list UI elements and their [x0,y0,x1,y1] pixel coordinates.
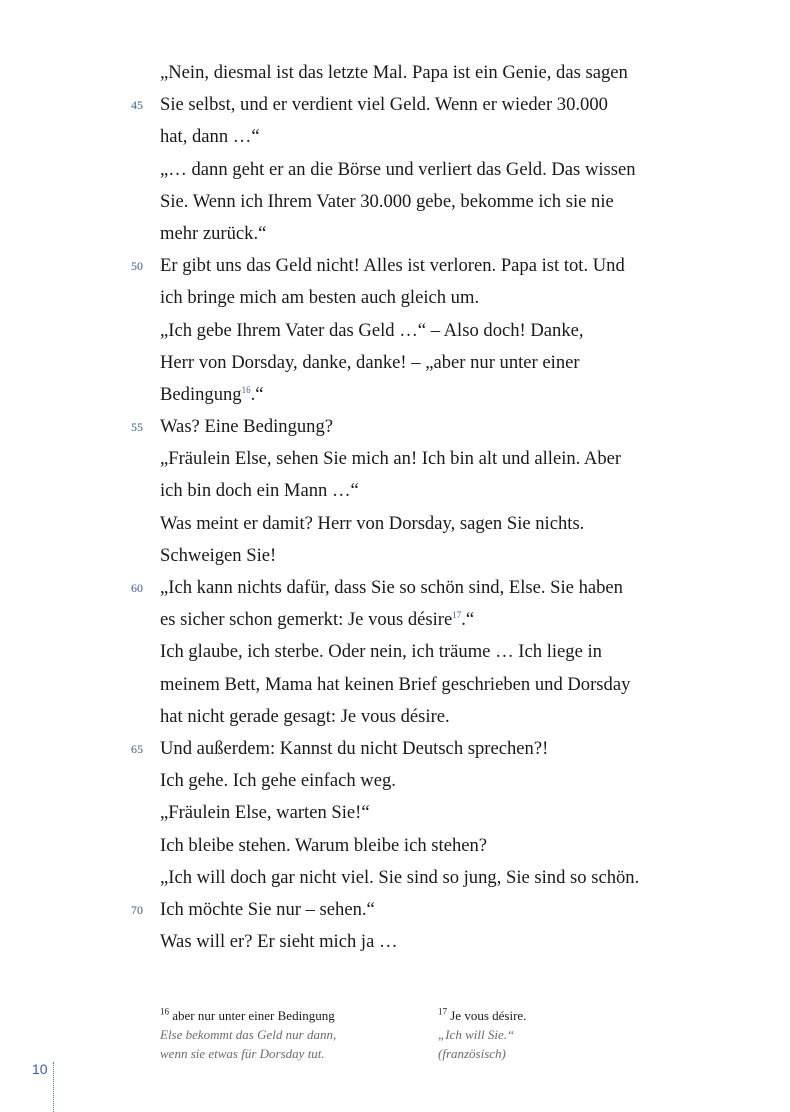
line-text [160,250,625,282]
line-text [160,701,450,733]
line-text [160,347,580,379]
text-line [0,733,790,765]
footnote-gloss-line: (französisch) [438,1046,506,1061]
line-text [160,411,333,443]
footnote-term: Je vous désire. [450,1008,527,1023]
line-text [160,121,260,153]
line-text-part: „Fräulein Else, sehen Sie mich an! Ich bin alt und allein. Aber [160,448,622,470]
line-text [160,604,474,636]
line-text-part: „… dann geht er an die Börse und verliert das Geld. Das wissen [160,158,636,180]
text-line [0,154,790,186]
line-text-part: Was meint er damit? Herr von Dorsday, sagen Sie nichts. [160,512,585,534]
line-number: 60 [131,581,143,595]
text-line [0,830,790,862]
line-text-part: Bedingung [160,383,242,405]
text-line [0,411,790,443]
page-number: 10 [32,1061,48,1077]
line-text-part: „Ich gebe Ihrem Vater das Geld …“ – Also doch! Danke, [160,319,584,341]
line-text [160,282,479,314]
line-text-part: „Ich kann nichts dafür, dass Sie so schön sind, Else. Sie haben [160,577,623,598]
footnote-number: 16 [160,1006,169,1017]
text-line [0,282,790,314]
line-text-part: meinem Bett, Mama hat keinen Brief geschrieben und Dorsday [160,673,631,695]
footnote-term-line [160,1006,420,1025]
text-line [0,250,790,282]
text-line [0,572,790,604]
line-text-part: Er gibt uns das Geld nicht! Alles ist verloren. Papa ist tot. Und [160,255,625,277]
page-margin-rule [53,1062,54,1112]
text-line [0,636,790,668]
line-text [160,862,639,894]
line-text [160,154,636,186]
text-line [0,443,790,475]
text-line [0,604,790,636]
line-text-part: Schweigen Sie! [160,544,277,566]
line-text-part: „Ich will doch gar nicht viel. Sie sind so jung, Sie sind so schön. [160,866,640,888]
line-text [160,797,370,829]
text-line [0,765,790,797]
line-text [160,765,396,797]
text-line [0,701,790,733]
line-text-part: Herr von Dorsday, danke, danke! – „aber nur unter einer [160,351,580,373]
line-number: 70 [131,902,143,917]
line-text-part: „Fräulein Else, warten Sie!“ [160,802,370,824]
line-text [160,379,264,411]
text-line [0,379,790,411]
line-text-part: mehr zurück.“ [160,222,267,244]
line-text [160,669,630,701]
text-line [0,894,790,926]
text-line [0,218,790,250]
line-text-part: ich bin doch ein Mann …“ [160,480,359,502]
footnote-gloss-line: wenn sie etwas für Dorsday tut. [160,1046,325,1061]
line-text-part: Ich bleibe stehen. Warum bleibe ich stehen? [160,834,488,856]
line-text-part: Sie. Wenn ich Ihrem Vater 30.000 gebe, bekomme ich sie nie [160,190,614,212]
text-line [0,89,790,121]
footnote-17 [438,1006,698,1063]
line-text-part: .“ [250,383,264,405]
line-number: 45 [131,98,143,113]
text-line [0,540,790,572]
line-text [160,830,487,862]
footnote-term-line [438,1006,698,1025]
text-line [0,347,790,379]
text-line [0,121,790,153]
line-text [160,540,276,572]
line-text-part: Ich gehe. Ich gehe einfach weg. [160,770,396,792]
footnote-gloss-line: Else bekommt das Geld nur dann, [160,1027,337,1042]
line-text [160,636,602,668]
line-number: 55 [131,420,143,435]
line-number: 65 [131,741,143,756]
text-line [0,186,790,218]
line-text [160,315,584,347]
footnote-number: 17 [438,1006,447,1017]
line-text-part: Ich glaube, ich sterbe. Oder nein, ich träume … Ich liege in [160,641,602,663]
line-text-part: hat nicht gerade gesagt: Je vous désire. [160,705,450,727]
footnote-reference: 16 [241,384,251,395]
line-text-part: Was? Eine Bedingung? [160,416,334,438]
footnote-reference: 17 [452,610,462,620]
line-text-part: Sie selbst, und er verdient viel Geld. Wenn er wieder 30.000 [160,94,608,116]
line-text-part: „Nein, diesmal ist das letzte Mal. Papa ist ein Genie, das sagen [160,62,628,83]
line-text-part: es sicher schon gemerkt: Je vous désire [160,609,453,631]
line-text [160,89,608,121]
line-text-part: Ich möchte Sie nur – sehen.“ [160,898,375,920]
line-text-part: ich bringe mich am besten auch gleich um. [160,287,480,309]
line-text [160,508,584,540]
text-line [0,57,790,89]
line-text [160,572,623,604]
line-text [160,894,375,926]
line-text [160,57,628,89]
line-text [160,733,548,765]
footnote-16 [160,1006,420,1063]
line-text-part: hat, dann …“ [160,126,260,148]
line-text [160,186,614,218]
text-line [0,669,790,701]
line-text [160,926,398,958]
line-text [160,218,266,250]
main-text [0,57,790,958]
line-text-part: Und außerdem: Kannst du nicht Deutsch sprechen?! [160,737,549,759]
text-line [0,315,790,347]
line-text-part: Was will er? Er sieht mich ja … [160,931,398,953]
text-line [0,797,790,829]
text-line [0,475,790,507]
line-number: 50 [131,259,143,274]
text-line [0,508,790,540]
line-text [160,443,621,475]
footnote-term: aber nur unter einer Bedingung [172,1008,335,1023]
text-line [0,862,790,894]
line-text [160,475,359,507]
line-text-part: .“ [461,609,475,631]
text-line [0,926,790,958]
footnote-gloss-line: „Ich will Sie.“ [438,1027,515,1042]
